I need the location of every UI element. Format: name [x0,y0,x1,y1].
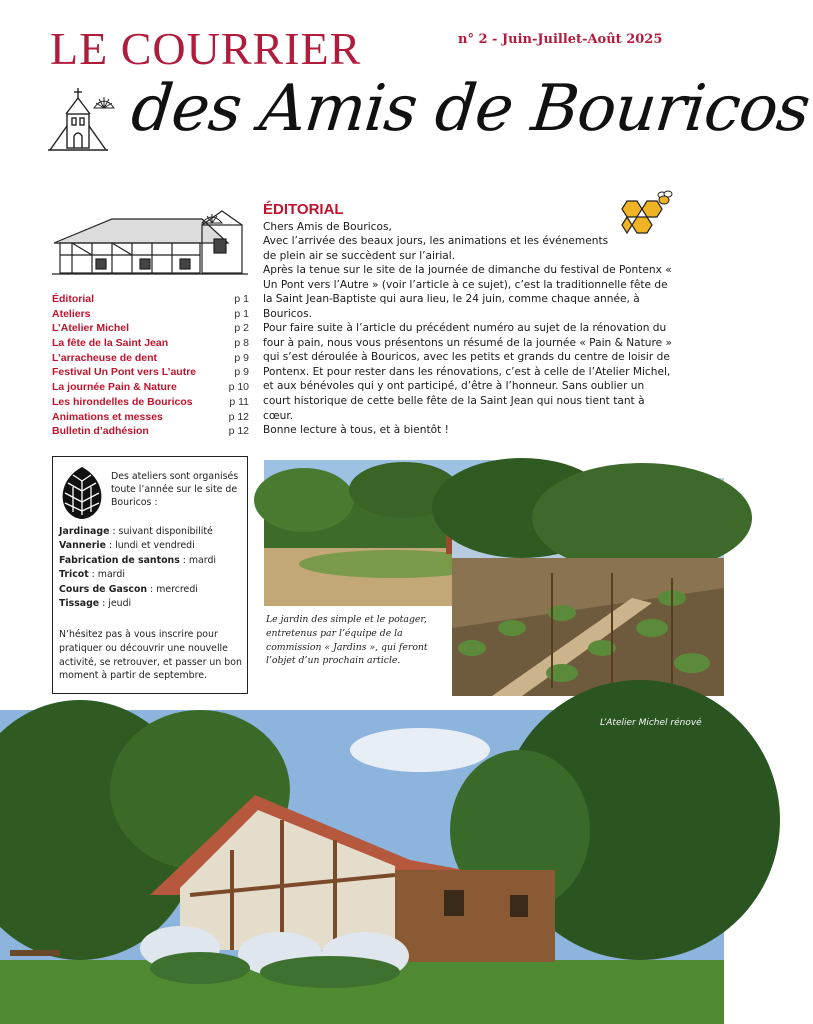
bee-honeycomb-icon [618,189,674,239]
toc-page: p 2 [234,322,249,335]
atelier-name: Tricot [59,569,89,581]
atelier-michel-photo [0,710,724,1024]
toc-label: Éditorial [52,293,95,305]
atelier-schedule: : mercredi [147,583,198,595]
atelier-name: Cours de Gascon [59,583,148,595]
atelier-schedule: : mardi [88,569,125,581]
atelier-item [59,539,245,553]
toc-label: Festival Un Pont vers L’autre [52,366,197,379]
toc-label: L’Atelier Michel [52,322,130,335]
masthead-title: LE COURRIER [50,23,362,74]
atelier-item [59,525,245,539]
toc-entry[interactable] [52,410,249,425]
atelier-item [59,583,245,597]
ateliers-outro: N’hésitez pas à vous inscrire pour pratiquer ou découvrir une nouvelle activité, se retrouver, et passer un bon moment à partir de septembre. [59,629,242,682]
toc-page: p 8 [234,337,249,350]
atelier-item [59,554,245,568]
toc-entry[interactable] [52,395,249,410]
editorial-greeting: Chers Amis de Bouricos, [263,221,392,233]
ateliers-box [52,456,248,694]
editorial-title: ÉDITORIAL [263,201,344,218]
toc-page: p 9 [234,366,249,379]
table-of-contents [52,292,249,439]
toc-page: p 9 [234,351,249,364]
toc-entry[interactable] [52,321,249,336]
issue-number: n° 2 - Juin-Juillet-Août 2025 [458,32,663,47]
garden-caption: Le jardin des simple et le potager, entretenus par l’équipe de la commission « Jardins », qui feront l’objet d’un prochain article. [266,614,428,667]
church-logo [48,86,126,152]
atelier-schedule: : lundi et vendredi [105,540,195,552]
pine-cone-icon [59,465,105,521]
ateliers-intro: Des ateliers sont organisés toute l’année sur le site de Bouricos : [111,471,239,508]
farmhouse-drawing [52,205,248,277]
masthead-script-title: des Amis de Bouricos [128,72,813,146]
atelier-name: Vannerie [59,540,106,552]
editorial-paragraph-1 [263,234,673,322]
atelier-schedule: : mardi [179,554,217,566]
toc-page: p 12 [228,425,249,438]
editorial-paragraph-1-start: Avec l’arrivée des beaux jours, les animations et les événements de plein air se succèdent sur l’airial. [263,235,609,262]
vegetable-garden-photo [452,478,724,696]
toc-entry[interactable] [52,307,249,322]
atelier-name: Tissage [59,598,100,610]
toc-label: Bulletin d’adhésion [52,425,149,438]
toc-label: Les hirondelles de Bouricos [52,395,193,408]
toc-entry[interactable] [52,380,249,395]
atelier-name: Fabrication de santons [59,554,180,566]
toc-label: Animations et messes [52,410,163,423]
ateliers-list [59,525,245,611]
atelier-schedule: : jeudi [99,598,132,610]
editorial-closing: Bonne lecture à tous, et à bientôt ! [263,424,449,436]
toc-entry[interactable] [52,336,249,351]
toc-page: p 12 [228,410,249,423]
atelier-caption: L’Atelier Michel rénové [600,718,702,728]
editorial-paragraph-1-rest: Après la tenue sur le site de la journée de dimanche du festival de Pontenx « Un Pont vers l’Autre » (voir l’article à ce sujet), c’est la traditionnelle fête de la Saint Jean-Baptiste qui aura lieu, le 24 juin, comme chaque année, à Bouricos. [263,264,672,320]
toc-entry[interactable] [52,351,249,366]
atelier-item [59,568,245,582]
toc-page: p 11 [229,395,249,408]
toc-label: La journée Pain & Nature [52,381,177,394]
toc-label: La fête de la Saint Jean [52,337,169,350]
atelier-name: Jardinage [59,526,110,537]
toc-page: p 1 [234,307,249,320]
toc-entry[interactable] [52,365,249,380]
toc-page: p 10 [228,381,249,394]
atelier-schedule: : suivant disponibilité [109,526,213,537]
toc-label: L’arracheuse de dent [52,351,158,364]
editorial-paragraph-2: Pour faire suite à l’article du précédent numéro au sujet de la rénovation du four à pain, nous vous présentons un résumé de la journée « Pain & Nature » qui s’est déroulée à Bouricos, avec les petits et grands du centre de loisir de Pontenx. Et pour rester dans les rénovations, c’est à celle de l’Atelier Michel, et aux bénévoles qui y ont participé, d’être à l’honneur. Sans oublier un court historique de cette belle fête de la Saint Jean qui nous tient tant à cœur. [263,322,673,422]
toc-entry[interactable] [52,292,249,307]
toc-page: p 1 [234,293,249,305]
atelier-item [59,597,245,611]
toc-entry[interactable] [52,424,249,439]
scallop-shell-icon [94,97,114,108]
toc-label: Ateliers [52,307,91,320]
